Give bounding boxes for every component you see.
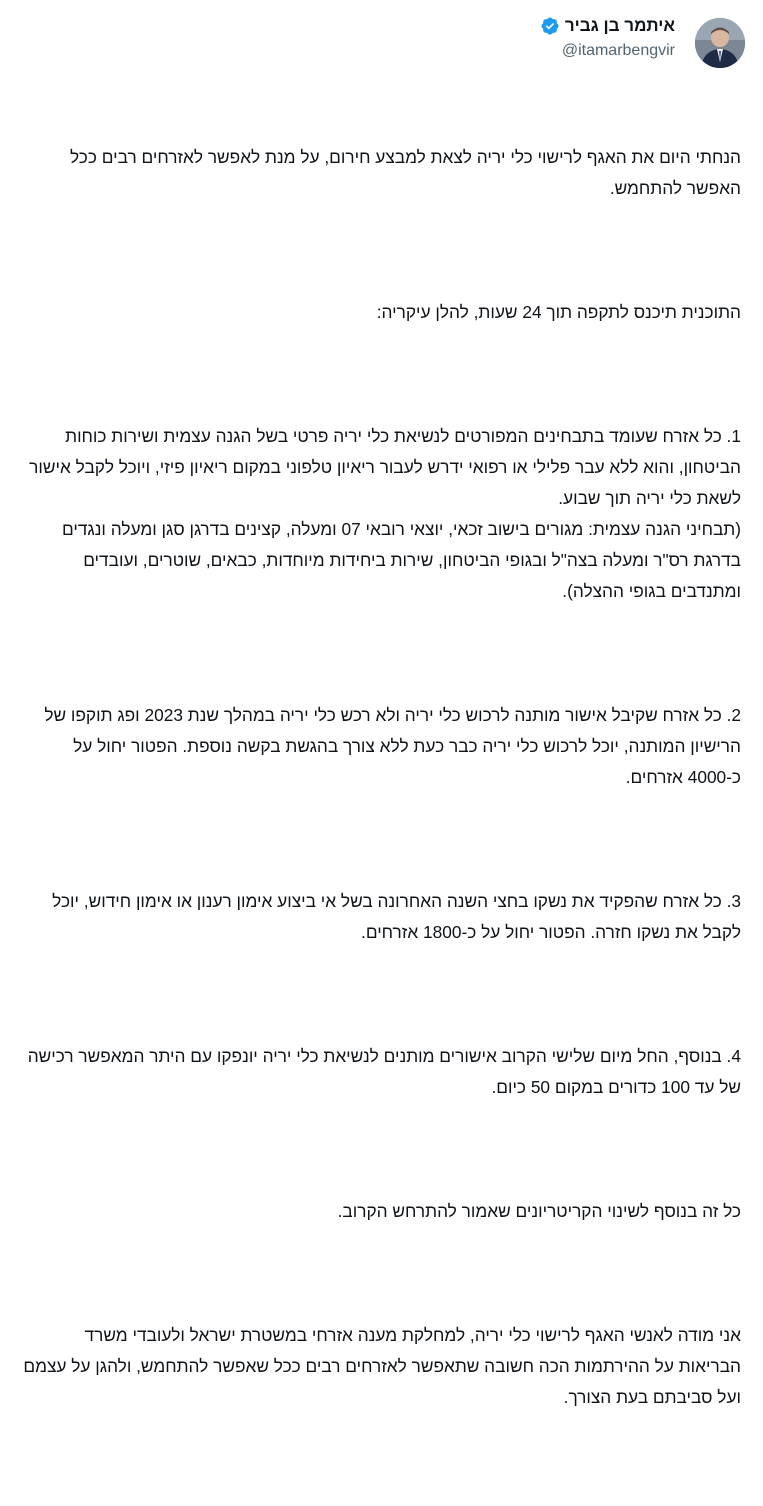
paragraph: 1. כל אזרח שעומד בתבחינים המפורטים לנשיאת כלי יריה פרטי בשל הגנה עצמית ושירות כוחות הביטחון, והוא ללא עבר פלילי או רפואי ידרש לעבור ריאיון טלפוני במקום ריאיון פיזי, ויוכל לקבל אישור לשאת כלי יריה תוך שבוע. (תבחיני הגנה עצמית: מגורים בישוב זכאי, יוצאי רובאי 07 ומעלה, קצינים בדרגן סגן ומעלה ונגדים בדרגת רס"ר ומעלה בצה"ל ובגופי הביטחון, שירות ביחידות מיוחדות, כבאים, שוטרים, ועובדים ומתנדבים בגופי ההצלה). (29, 426, 741, 601)
author-name[interactable]: איתמר בן גביר (564, 16, 675, 35)
paragraph: התוכנית תיכנס לתקפה תוך 24 שעות, להלן עיקריה: (376, 302, 741, 322)
avatar-image (695, 18, 745, 68)
author-handle[interactable]: @itamarbengvir (561, 42, 675, 59)
author-identity (540, 16, 675, 60)
paragraph: כל זה בנוסף לשינוי הקריטריונים שאמור להתרחש הקרוב. (337, 1201, 741, 1221)
paragraph: 3. כל אזרח שהפקיד את נשקו בחצי השנה האחרונה בשל אי ביצוע אימון רענון או אימון חידוש, יוכל לקבל את נשקו חזרה. הפטור יחול על כ-1800 אזרחים. (47, 891, 741, 942)
paragraph: אני מודה לאנשי האגף לרישוי כלי יריה, למחלקת מענה אזרחי במשטרת ישראל ולעובדי משרד הבריאות על ההירתמות הכה חשובה שתאפשר לאזרחים רבים ככל שאפשר להתחמש, ולהגן על עצמם ועל סביבתם בעת הצורך. (18, 1325, 741, 1407)
verified-badge-icon[interactable] (540, 16, 560, 36)
avatar[interactable] (695, 18, 745, 68)
author-name-row (540, 16, 675, 36)
tweet-text (18, 80, 741, 1506)
tweet-header (0, 12, 763, 72)
paragraph: 2. כל אזרח שקיבל אישור מותנה לרכוש כלי יריה ולא רכש כלי יריה במהלך שנת 2023 ופג תוקפו של הרישיון המותנה, יוכל לרכוש כלי יריה כבר כעת ללא צורך בהגשת בקשה נוספת. הפטור יחול על כ-4000 אזרחים. (39, 705, 741, 787)
paragraph: 4. בנוסף, החל מיום שלישי הקרוב אישורים מותנים לנשיאת כלי יריה יונפקו עם היתר המאפשר רכישה של עד 100 כדורים במקום 50 כיום. (22, 1046, 741, 1097)
paragraph: הנחתי היום את האגף לרישוי כלי יריה לצאת למבצע חירום, על מנת לאפשר לאזרחים רבים ככל האפשר להתחמש. (65, 147, 741, 198)
